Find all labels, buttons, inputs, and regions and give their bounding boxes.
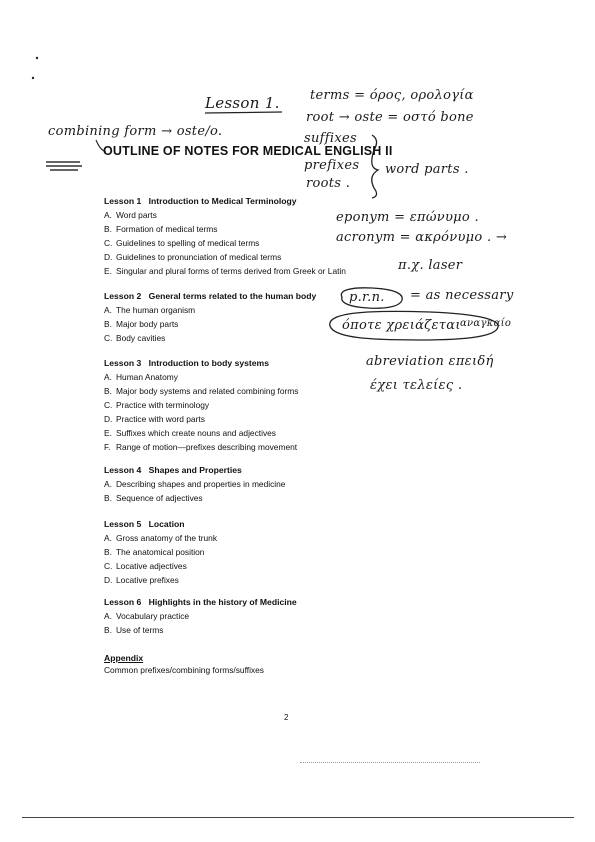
document-title: OUTLINE OF NOTES FOR MEDICAL ENGLISH II xyxy=(103,144,393,158)
lesson-title: Introduction to Medical Terminology xyxy=(148,196,297,206)
lesson-section xyxy=(104,196,434,278)
lesson-title: Shapes and Properties xyxy=(148,465,242,475)
lesson-title: Location xyxy=(148,519,185,529)
page-number: 2 xyxy=(284,713,289,722)
item-letter: C. xyxy=(104,333,113,343)
handwritten-roots: roots . xyxy=(306,176,351,191)
outline-item xyxy=(104,491,434,505)
lesson-number: Lesson 4 xyxy=(104,465,142,475)
item-letter: B. xyxy=(104,224,112,234)
item-text: Formation of medical terms xyxy=(116,224,218,234)
handwritten-combining-form: combining form → oste/o. xyxy=(48,124,223,139)
item-letter: B. xyxy=(104,625,112,635)
handwritten-greek-extra: αναγκαίο xyxy=(460,318,512,329)
handwritten-root: root → oste = οστό bone xyxy=(306,110,474,125)
item-text: Vocabulary practice xyxy=(116,611,190,621)
handwritten-as-necessary: = as necessary xyxy=(410,288,514,303)
outline-item xyxy=(104,545,434,559)
item-letter: B. xyxy=(104,547,112,557)
item-text: Practice with terminology xyxy=(116,400,210,410)
handwritten-word-parts: word parts . xyxy=(385,162,469,177)
item-text: Gross anatomy of the trunk xyxy=(116,533,218,543)
item-text: Use of terms xyxy=(116,625,164,635)
outline-item xyxy=(104,440,434,454)
item-letter: D. xyxy=(104,252,113,262)
item-letter: E. xyxy=(104,266,112,276)
outline-item xyxy=(104,623,434,637)
outline-item xyxy=(104,250,434,264)
item-letter: D. xyxy=(104,414,113,424)
item-letter: B. xyxy=(104,493,112,503)
stray-mark xyxy=(36,57,38,59)
item-letter: C. xyxy=(104,238,113,248)
outline-item xyxy=(104,264,434,278)
item-letter: A. xyxy=(104,210,112,220)
handwritten-acronym: acronym = ακρόνυμο . → xyxy=(336,230,508,245)
outline-item xyxy=(104,531,434,545)
item-letter: A. xyxy=(104,305,112,315)
lesson-section xyxy=(104,597,434,637)
item-text: Locative adjectives xyxy=(116,561,187,571)
lesson-section xyxy=(104,358,434,454)
item-text: The anatomical position xyxy=(116,547,205,557)
appendix-text: Common prefixes/combining forms/suffixes xyxy=(104,665,264,675)
item-text: Major body parts xyxy=(116,319,179,329)
item-text: Sequence of adjectives xyxy=(116,493,203,503)
lesson-title: Introduction to body systems xyxy=(148,358,269,368)
handwritten-suffixes: suffixes xyxy=(304,131,357,146)
faint-dotted-line xyxy=(300,762,480,763)
appendix-heading: Appendix xyxy=(104,653,144,663)
bottom-rule xyxy=(22,817,574,818)
handwritten-has-dots: έχει τελείες . xyxy=(370,378,463,393)
handwritten-prn: p.r.n. xyxy=(349,290,385,305)
handwritten-lesson-title: Lesson 1. xyxy=(205,94,280,112)
handwritten-greek-translation: όποτε χρειάζεται xyxy=(342,318,461,333)
outline-item xyxy=(104,331,434,345)
outline-item xyxy=(104,609,434,623)
lesson-heading xyxy=(104,358,434,368)
lesson-section xyxy=(104,519,434,587)
handwritten-terms: terms = όρος, ορολογία xyxy=(310,88,474,103)
outline-item xyxy=(104,477,434,491)
scribble-mark xyxy=(46,162,82,170)
item-text: Body cavities xyxy=(116,333,166,343)
lesson-heading xyxy=(104,519,434,529)
item-text: The human organism xyxy=(116,305,196,315)
item-letter: F. xyxy=(104,442,111,452)
item-letter: A. xyxy=(104,533,112,543)
item-text: Suffixes which create nouns and adjectives xyxy=(116,428,276,438)
item-letter: A. xyxy=(104,372,112,382)
lesson-underline xyxy=(205,112,282,113)
handwritten-eponym: eponym = επώνυμο . xyxy=(336,210,479,225)
lesson-heading xyxy=(104,465,434,475)
appendix-section xyxy=(104,653,434,677)
outline-item xyxy=(104,559,434,573)
outline-item xyxy=(104,208,434,222)
lesson-heading xyxy=(104,597,434,607)
outline-item xyxy=(104,398,434,412)
lesson-heading xyxy=(104,291,434,301)
item-text: Word parts xyxy=(116,210,157,220)
item-letter: C. xyxy=(104,400,113,410)
lesson-number: Lesson 6 xyxy=(104,597,142,607)
lesson-number: Lesson 5 xyxy=(104,519,142,529)
item-letter: C. xyxy=(104,561,113,571)
item-letter: B. xyxy=(104,386,112,396)
lesson-number: Lesson 1 xyxy=(104,196,142,206)
lesson-section xyxy=(104,465,434,505)
lesson-section xyxy=(104,291,434,345)
outline-item xyxy=(104,236,434,250)
item-text: Range of motion—prefixes describing movement xyxy=(116,442,298,452)
item-letter: D. xyxy=(104,575,113,585)
item-text: Locative prefixes xyxy=(116,575,179,585)
outline-item xyxy=(104,412,434,426)
item-letter: E. xyxy=(104,428,112,438)
item-text: Major body systems and related combining forms xyxy=(116,386,299,396)
outline-item xyxy=(104,317,434,331)
item-letter: A. xyxy=(104,479,112,489)
outline-item xyxy=(104,222,434,236)
outline-item xyxy=(104,303,434,317)
item-text: Human Anatomy xyxy=(116,372,178,382)
item-letter: B. xyxy=(104,319,112,329)
handwritten-abbreviation: abreviation επειδή xyxy=(366,354,494,369)
outline-item xyxy=(104,384,434,398)
lesson-title: General terms related to the human body xyxy=(148,291,317,301)
handwritten-prefixes: prefixes xyxy=(304,158,360,173)
outline-item xyxy=(104,370,434,384)
stray-mark xyxy=(32,77,34,79)
outline-item xyxy=(104,426,434,440)
item-text: Guidelines to pronunciation of medical terms xyxy=(116,252,282,262)
item-text: Singular and plural forms of terms derived from Greek or Latin xyxy=(116,266,346,276)
item-letter: A. xyxy=(104,611,112,621)
item-text: Describing shapes and properties in medicine xyxy=(116,479,286,489)
lesson-number: Lesson 3 xyxy=(104,358,142,368)
lesson-heading xyxy=(104,196,434,206)
lesson-title: Highlights in the history of Medicine xyxy=(148,597,297,607)
outline-item xyxy=(104,573,434,587)
handwritten-example: π.χ. laser xyxy=(398,258,463,273)
item-text: Guidelines to spelling of medical terms xyxy=(116,238,260,248)
item-text: Practice with word parts xyxy=(116,414,205,424)
lesson-number: Lesson 2 xyxy=(104,291,142,301)
